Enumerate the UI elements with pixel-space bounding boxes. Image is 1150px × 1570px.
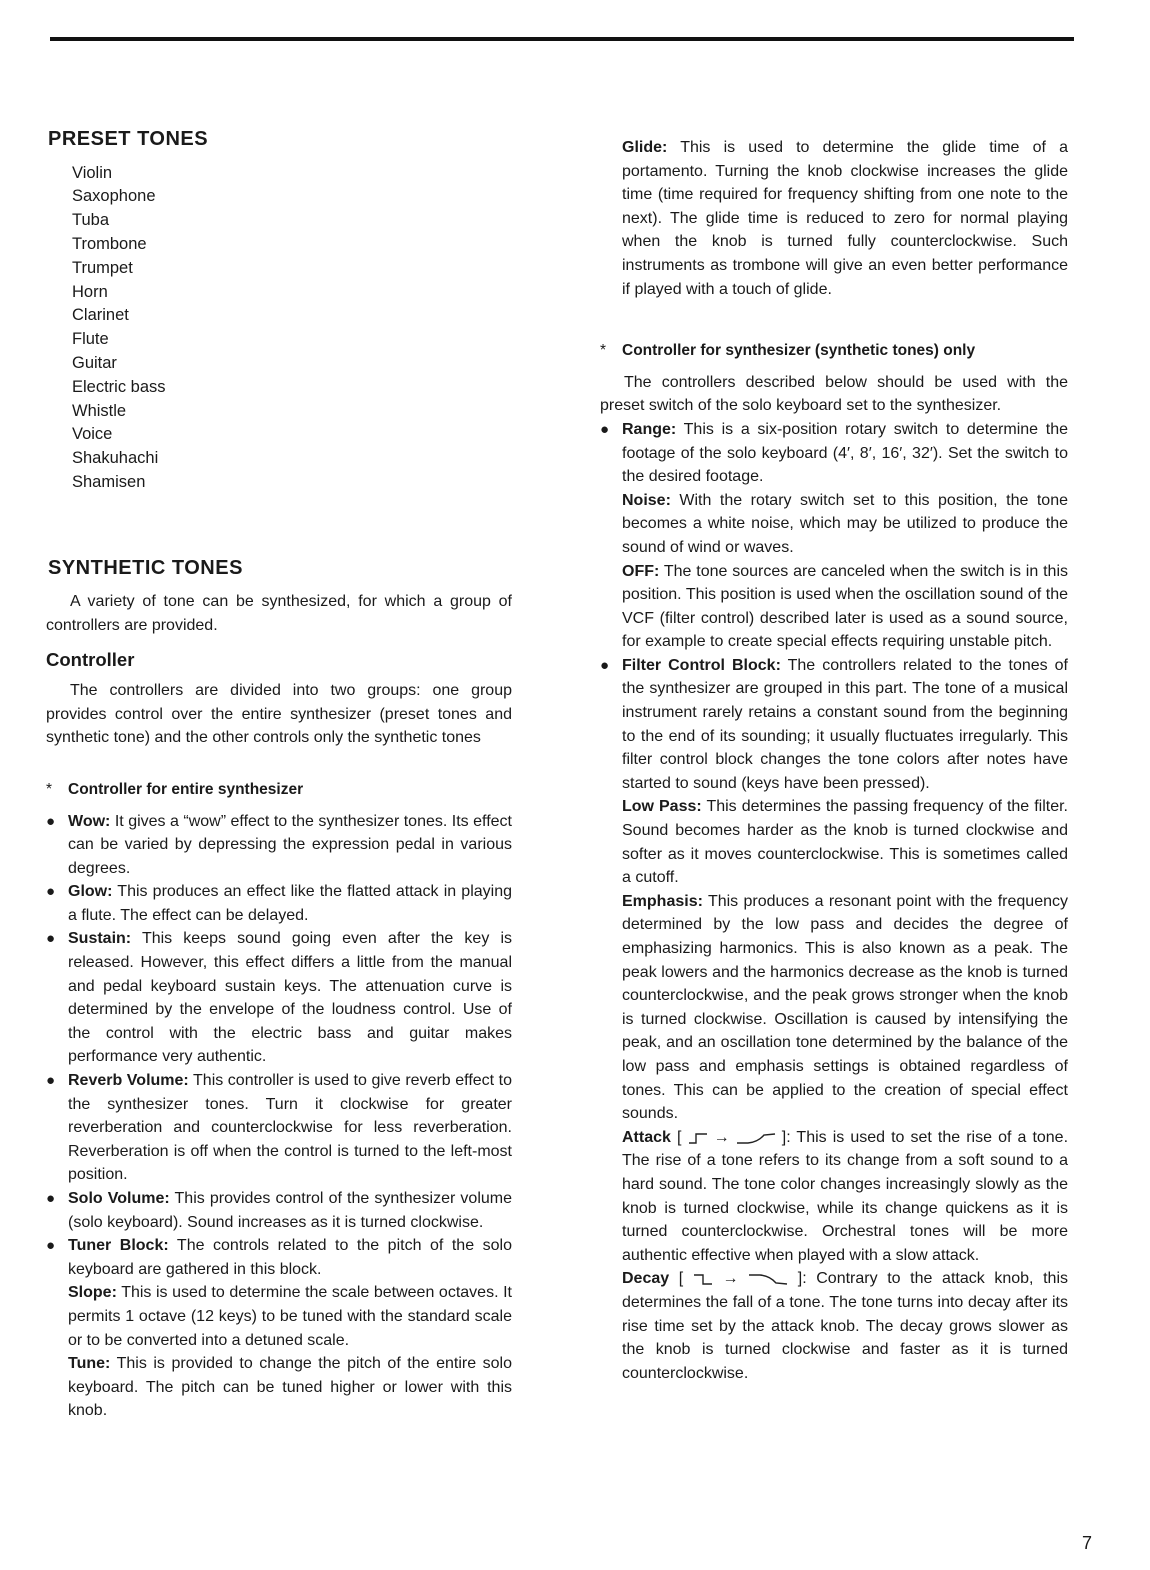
off-term: OFF: — [622, 562, 660, 580]
off-item — [622, 560, 1068, 654]
bullet-dot: ● — [46, 1072, 56, 1090]
tuner-sub-text: This is provided to change the pitch of the entire solo keyboard. The pitch can be tuned higher or lower with this knob. — [68, 1355, 512, 1420]
controller-term: Sustain: — [68, 930, 132, 948]
preset-tones-heading: PRESET TONES — [48, 128, 209, 150]
synthetic-tones-heading: SYNTHETIC TONES — [48, 556, 243, 579]
emphasis-text: This produces a resonant point with the frequency determined by the low pass and decides the degree of emphasizing harmonics. This is also known as a peak. The peak lowers and the harmonics decrease as the knob is turned counterclockwise, and the peak grows stronger when the knob is turned clockwise. Oscillation is caused by intensifying the peak, and an oscillation tone determined by the balance of the low pass and emphasis settings is obtained regardless of tones. This can be applied to the creation of special effect sounds. — [622, 892, 1068, 1123]
decay-close-bracket: ] — [797, 1270, 803, 1288]
filter-control-item — [600, 654, 1068, 796]
controller-description: The controls related to the pitch of the solo keyboard are gathered in this block. — [68, 1237, 512, 1278]
preset-tone-item: Shamisen — [72, 472, 146, 491]
preset-tone-list — [72, 162, 512, 495]
emphasis-term: Emphasis: — [622, 892, 703, 910]
low-pass-text: This determines the passing frequency of the filter. Sound becomes harder as the knob is turned clockwise and softer as it moves counterclockwise. This is sometimes called a cutoff. — [622, 798, 1068, 887]
preset-tone-item: Flute — [72, 330, 109, 349]
bullet-dot: ● — [46, 930, 56, 948]
preset-tone-item: Shakuhachi — [72, 449, 159, 468]
tuner-sub-term: Slope: — [68, 1284, 117, 1302]
bullet-dot: ● — [600, 420, 610, 438]
top-rule — [50, 37, 1074, 41]
entire-controller-item — [46, 927, 512, 1069]
preset-tone-item: Trumpet — [72, 258, 133, 277]
entire-controller-item — [46, 1069, 512, 1187]
bullet-dot: ● — [46, 1190, 56, 1207]
preset-tone-item: Trombone — [72, 234, 147, 253]
controller-text: The controllers are divided into two groups: one group provides control over the entire synthesizer (preset tones and synthetic tone) and the other controls only the synthetic tones — [46, 682, 512, 747]
range-item — [600, 418, 1068, 489]
synth-only-intro: The controllers described below should be used with the preset switch of the solo keyboard set to the synthesizer. — [600, 373, 1068, 415]
bullet-dot: ● — [46, 883, 56, 901]
noise-text: With the rotary switch set to this position, the tone becomes a white noise, which may be utilized to produce the sound of wind or waves. — [622, 491, 1068, 556]
decay-arrow: → — [722, 1270, 739, 1288]
glide-text: This is used to determine the glide time of a portamento. Turning the knob clockwise increases the glide time (time required for frequency shifting from one note to the next). The glide time is reduced to zero for normal playing when the knob is turned fully counterclockwise. Such instruments as trombone will give an even better performance if played with a touch of glide. — [622, 139, 1068, 298]
controller-term: Tuner Block: — [68, 1237, 169, 1255]
preset-tone-item: Guitar — [72, 353, 117, 372]
noise-item — [622, 489, 1068, 560]
attack-arrow: → — [713, 1128, 730, 1146]
low-pass-item — [622, 795, 1068, 889]
fast-attack-icon — [688, 1131, 708, 1145]
glide-term: Glide: — [622, 139, 668, 156]
glide-paragraph — [622, 136, 1068, 301]
preset-tone-item: Whistle — [72, 401, 127, 420]
tuner-sub-item — [68, 1352, 512, 1423]
range-term: Range: — [622, 420, 677, 438]
decay-open-bracket: [ — [678, 1270, 684, 1288]
preset-tone-item: Saxophone — [72, 187, 156, 206]
attack-close-bracket: ] — [781, 1128, 787, 1146]
tuner-sub-term: Tune: — [68, 1355, 111, 1373]
controller-term: Glow: — [68, 883, 113, 901]
decay-term: Decay — [622, 1270, 670, 1288]
filter-text: The controllers related to the tones of the synthesizer are grouped in this part. The tone of a musical instrument rarely retains a constant sound from the beginning to the end of its sounding; it usually fluctuates irregularly. This filter control block changes the tone colors after notes have started to sound (keys have been pressed). — [622, 656, 1069, 792]
entire-controller-heading — [46, 778, 512, 802]
attack-open-bracket: [ — [676, 1128, 682, 1146]
controller-term: Solo Volume: — [68, 1190, 170, 1207]
controller-description: This controller is used to give reverb effect to the synthesizer tones. Turn it clockwise for greater reverberation and counterclockwise for less reverberation. Reverberation is off when the control is turned to the left-most position. — [68, 1072, 513, 1184]
preset-tone-item: Tuba — [72, 211, 109, 230]
controller-term: Reverb Volume: — [68, 1072, 189, 1090]
decay-text: : Contrary to the attack knob, this determines the fall of a tone. The tone turns into decay after its rise time set by the attack knob. The decay grows slower as the knob is turned clockwise and faster as it is turned counterclockwise. — [622, 1270, 1068, 1382]
attack-text: : This is used to set the rise of a tone. The rise of a tone refers to its change from a soft sound to a hard sound. The tone color changes increasingly slowly as the knob is turned clockwise, while its change quickens as it is turned counterclockwise. Orchestral tones will be more authentic effective when played with a slow attack. — [622, 1128, 1069, 1264]
controller-description: It gives a “wow” effect to the synthesizer tones. Its effect can be varied by depressing the expression pedal in various degrees. — [68, 812, 512, 877]
right-column — [600, 136, 1068, 1385]
controller-heading: Controller — [46, 648, 135, 670]
emphasis-item — [622, 890, 1068, 1126]
off-text: The tone sources are canceled when the switch is in this position. This position is used when the oscillation sound of the VCF (filter control) described later is used as a sound source, for example to create special effects requiring unstable pitch. — [622, 562, 1068, 651]
controller-description: This provides control of the synthesizer volume (solo keyboard). Sound increases as it is turned clockwise. — [68, 1190, 512, 1231]
asterisk-marker: * — [600, 342, 607, 360]
filter-term: Filter Control Block: — [622, 656, 781, 674]
page-number: 7 — [1081, 1533, 1092, 1553]
decay-item — [622, 1267, 1068, 1385]
left-column — [46, 128, 512, 1423]
attack-term: Attack — [622, 1128, 671, 1146]
controller-description: This keeps sound going even after the key is released. However, this effect differs a little from the manual and pedal keyboard sustain keys. The attenuation curve is determined by the envelope of the loudness control. Use of the control with the electric bass and guitar makes performance very authentic. — [68, 930, 512, 1066]
bullet-dot: ● — [46, 1237, 56, 1255]
entire-controller-item — [46, 1187, 512, 1234]
fast-decay-icon — [693, 1272, 713, 1286]
bullet-dot: ● — [600, 656, 610, 674]
synth-only-heading — [600, 339, 1068, 363]
entire-controller-item — [46, 880, 512, 927]
tuner-sub-text: This is used to determine the scale between octaves. It permits 1 octave (12 keys) to be tuned with the standard scale or to be converted into a detuned scale. — [68, 1284, 512, 1349]
attack-item — [622, 1126, 1068, 1268]
preset-tone-item: Clarinet — [72, 306, 129, 325]
tuner-sub-item — [68, 1281, 512, 1352]
entire-controller-item — [46, 1234, 512, 1281]
noise-term: Noise: — [622, 491, 671, 509]
controller-term: Wow: — [68, 812, 111, 830]
asterisk-marker: * — [46, 780, 53, 798]
preset-tone-item: Horn — [72, 282, 108, 301]
preset-tone-item: Electric bass — [72, 377, 166, 396]
synth-only-heading-text: Controller for synthesizer (synthetic tones) only — [622, 342, 976, 360]
bullet-dot: ● — [46, 812, 56, 830]
preset-tone-item: Voice — [72, 425, 113, 444]
synthetic-intro: A variety of tone can be synthesized, for which a group of controllers are provided. — [46, 593, 512, 634]
slow-attack-icon — [736, 1131, 776, 1145]
range-text: This is a six-position rotary switch to determine the footage of the solo keyboard (4′, 8′, 16′, 32′). Set the switch to the desired footage. — [622, 420, 1068, 486]
entire-controller-item — [46, 810, 512, 881]
slow-decay-icon — [748, 1272, 788, 1286]
controller-description: This produces an effect like the flatted attack in playing a flute. The effect can be delayed. — [68, 883, 512, 924]
entire-controller-heading-text: Controller for entire synthesizer — [68, 780, 304, 798]
preset-tone-item: Violin — [72, 163, 113, 182]
low-pass-term: Low Pass: — [622, 798, 702, 816]
